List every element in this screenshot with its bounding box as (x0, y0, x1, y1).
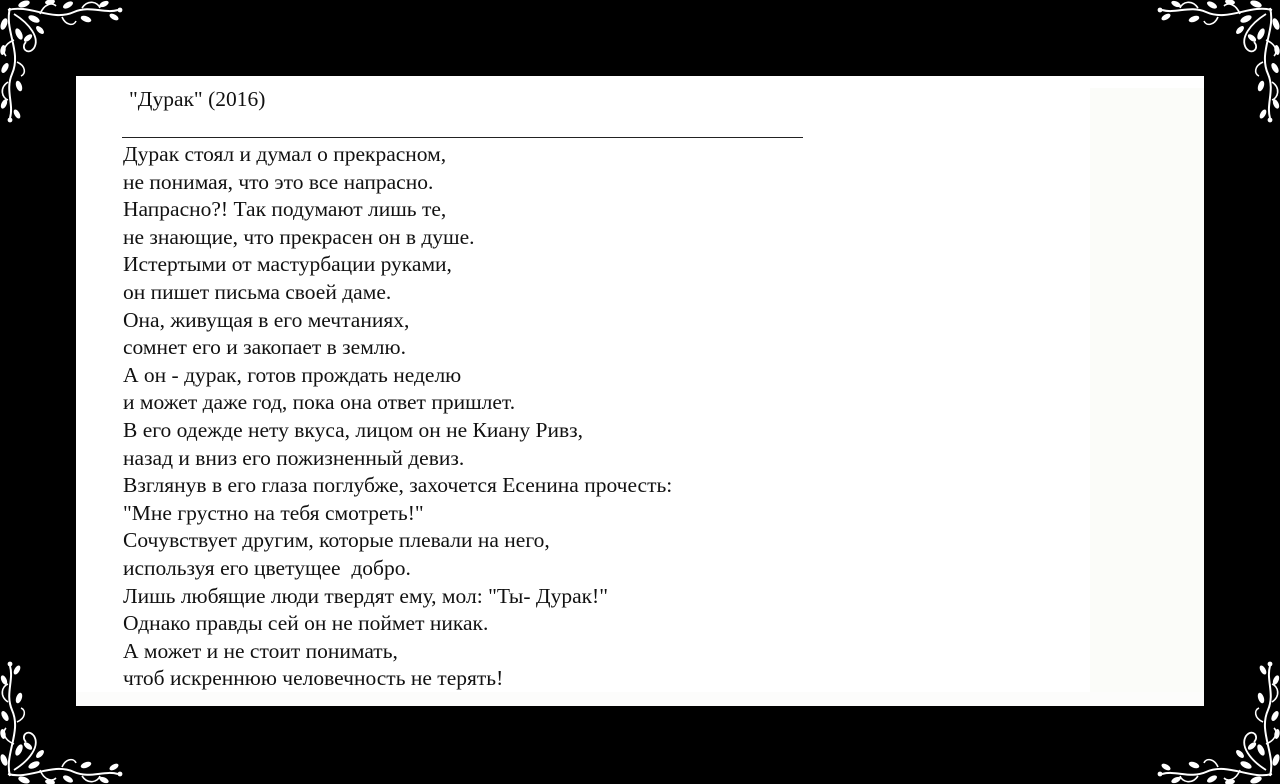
poem-line: не понимая, что это все напрасно. (123, 169, 434, 194)
poem-line: А может и не стоит понимать, (123, 638, 398, 663)
poem-line: и может даже год, пока она ответ пришлет. (123, 390, 516, 415)
poem-line: не знающие, что прекрасен он в душе. (123, 224, 475, 249)
poem-line: используя его цветущее добро. (123, 555, 411, 580)
poem-line: Истертыми от мастурбации руками, (123, 252, 452, 277)
poem-body (123, 141, 672, 693)
poem-line: В его одежде нету вкуса, лицом он не Киану Ривз, (123, 417, 584, 442)
poem-sheet (76, 76, 1204, 706)
poem-line: Напрасно?! Так подумают лишь те, (123, 197, 447, 222)
poem-title: "Дурак" (2016) (129, 87, 266, 111)
sheet-shade (1090, 88, 1204, 696)
poem-line: сомнет его и закопает в землю. (123, 335, 406, 360)
poem-line: чтоб искреннюю человечность не терять! (123, 666, 504, 691)
poem-line: Однако правды сей он не поймет никак. (123, 611, 489, 636)
poem-line: Она, живущая в его мечтаниях, (123, 307, 410, 332)
sheet-bottom-edge (76, 692, 1204, 706)
poem-line: Дурак стоял и думал о прекрасном, (123, 142, 447, 166)
poem-line: Лишь любящие люди твердят ему, мол: "Ты- Дурак!" (123, 583, 608, 608)
poem-line: "Мне грустно на тебя смотреть!" (123, 500, 424, 525)
title-underline (122, 137, 803, 138)
poem-line: Взглянув в его глаза поглубже, захочется Есенина прочесть: (123, 473, 673, 498)
poem-line: Сочувствует другим, которые плевали на него, (123, 528, 550, 553)
poem-line: он пишет письма своей даме. (123, 279, 392, 304)
poem-line: А он - дурак, готов прождать неделю (123, 362, 462, 387)
poem-line: назад и вниз его пожизненный девиз. (123, 445, 465, 470)
